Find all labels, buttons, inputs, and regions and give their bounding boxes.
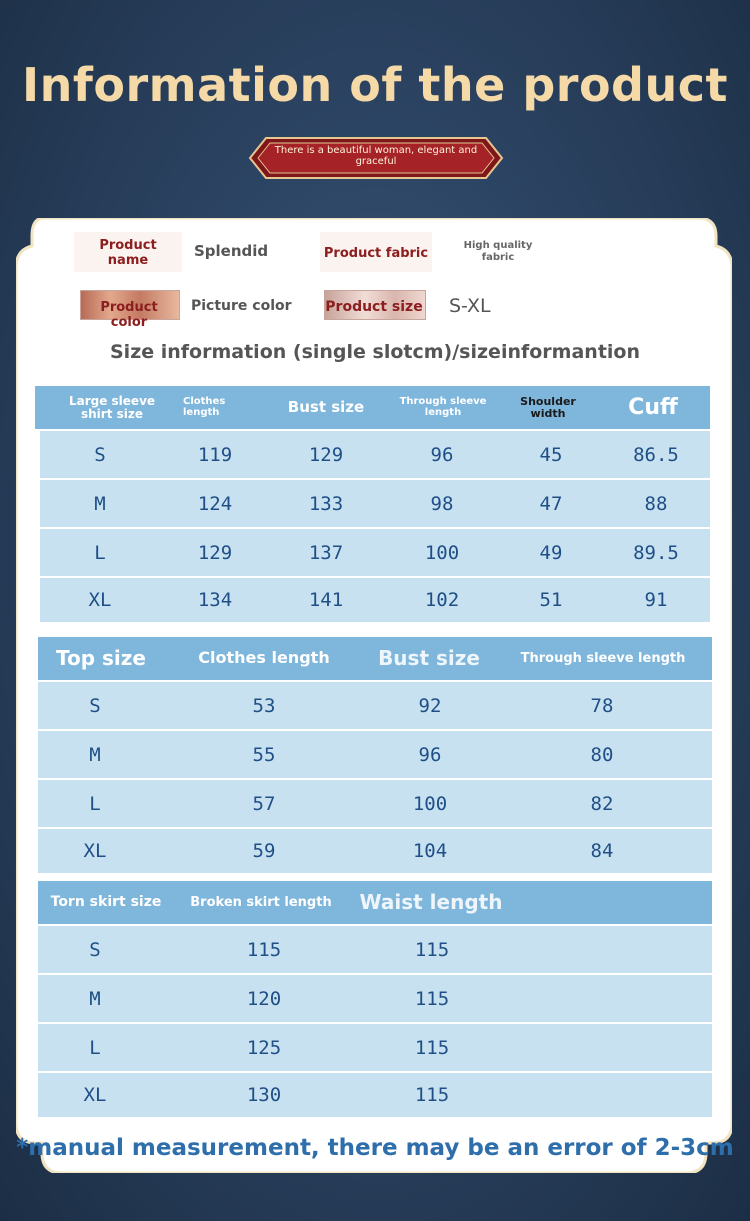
product-name-label: Product name [99, 238, 157, 268]
sleeve-shirt-size-table [35, 386, 710, 622]
table-header-row [38, 881, 712, 924]
value-cell: 98 [430, 492, 454, 515]
value-cell: 124 [197, 492, 233, 515]
table-row [38, 975, 712, 1022]
size-cell: M [89, 987, 101, 1010]
value-cell: 49 [539, 541, 563, 564]
size-cell: XL [83, 1084, 107, 1106]
size-cell: L [94, 541, 106, 564]
slogan-ribbon [244, 136, 508, 180]
size-section-title: Size information (single slotcm)/sizeinformantion [110, 341, 640, 363]
value-cell: 100 [412, 792, 448, 815]
value-cell: 86.5 [633, 443, 679, 466]
value-cell: 115 [414, 987, 450, 1010]
value-cell: 78 [590, 694, 614, 717]
top-size-table [38, 637, 712, 873]
value-cell: 129 [197, 541, 233, 564]
table-row [38, 926, 712, 973]
value-cell: 129 [308, 443, 344, 466]
value-cell: 119 [197, 443, 233, 466]
header-cell: Waist length [359, 890, 503, 914]
value-cell: 55 [252, 743, 276, 766]
value-cell: 96 [430, 443, 454, 466]
header-cell: Top size [56, 646, 146, 670]
value-cell: 92 [418, 694, 442, 717]
table-row [38, 731, 712, 778]
header-cell: Bust size [378, 646, 480, 670]
product-color-label: Product color [100, 300, 158, 330]
header-cell: Broken skirt length [190, 894, 332, 910]
value-cell: 100 [424, 541, 460, 564]
value-cell: 47 [539, 492, 563, 515]
table-row [40, 431, 710, 478]
product-fabric-label: Product fabric [323, 246, 429, 261]
header-cell: Through sleeve length [399, 396, 487, 418]
table-row [40, 480, 710, 527]
value-cell: 120 [246, 987, 282, 1010]
table-row [40, 529, 710, 576]
size-cell: S [89, 694, 101, 717]
table-row [40, 578, 710, 622]
size-cell: XL [88, 589, 112, 611]
size-cell: L [89, 792, 101, 815]
value-cell: 133 [308, 492, 344, 515]
header-cell: Clothes length [183, 396, 226, 418]
table-row [38, 829, 712, 873]
value-cell: 59 [252, 840, 276, 862]
table-header-row [35, 386, 710, 429]
ribbon-text: There is a beautiful woman, elegant and graceful [274, 145, 478, 167]
value-cell: 115 [414, 938, 450, 961]
size-cell: M [94, 492, 106, 515]
page-title: Information of the product [22, 58, 728, 112]
value-cell: 115 [414, 1036, 450, 1059]
value-cell: 141 [308, 589, 344, 611]
size-cell: XL [83, 840, 107, 862]
header-cell: Shoulder width [520, 394, 576, 420]
value-cell: 115 [246, 938, 282, 961]
value-cell: 96 [418, 743, 442, 766]
value-cell: 51 [539, 589, 563, 611]
table-row [38, 1024, 712, 1071]
value-cell: 125 [246, 1036, 282, 1059]
value-cell: 134 [197, 589, 233, 611]
value-cell: 88 [644, 492, 668, 515]
header-cell: Clothes length [198, 648, 330, 668]
product-name-value: Splendid [194, 242, 269, 260]
value-cell: 82 [590, 792, 614, 815]
header-cell: Bust size [287, 397, 365, 416]
skirt-size-table [38, 881, 712, 1117]
header-cell: Through sleeve length [520, 650, 686, 666]
header-cell: Torn skirt size [50, 894, 162, 911]
value-cell: 130 [246, 1084, 282, 1106]
value-cell: 91 [644, 589, 668, 611]
value-cell: 104 [412, 840, 448, 862]
header-cell: Large sleeve shirt size [68, 393, 156, 421]
size-cell: S [89, 938, 101, 961]
value-cell: 80 [590, 743, 614, 766]
value-cell: 102 [424, 589, 460, 611]
value-cell: 115 [414, 1084, 450, 1106]
header-cell: Cuff [628, 394, 678, 420]
product-color-value: Picture color [191, 298, 292, 314]
size-cell: S [94, 443, 106, 466]
value-cell: 57 [252, 792, 276, 815]
product-size-label: Product size [325, 299, 423, 315]
value-cell: 84 [590, 840, 614, 862]
size-cell: M [89, 743, 101, 766]
measurement-footnote: *manual measurement, there may be an error of 2-3cm [16, 1135, 734, 1161]
value-cell: 45 [539, 443, 563, 466]
table-header-row [38, 637, 712, 680]
value-cell: 137 [308, 541, 344, 564]
size-cell: L [89, 1036, 101, 1059]
product-fabric-value: High quality fabric [463, 240, 533, 263]
product-size-value: S-XL [449, 295, 491, 317]
table-row [38, 682, 712, 729]
table-row [38, 1073, 712, 1117]
table-row [38, 780, 712, 827]
value-cell: 89.5 [633, 541, 679, 564]
value-cell: 53 [252, 694, 276, 717]
